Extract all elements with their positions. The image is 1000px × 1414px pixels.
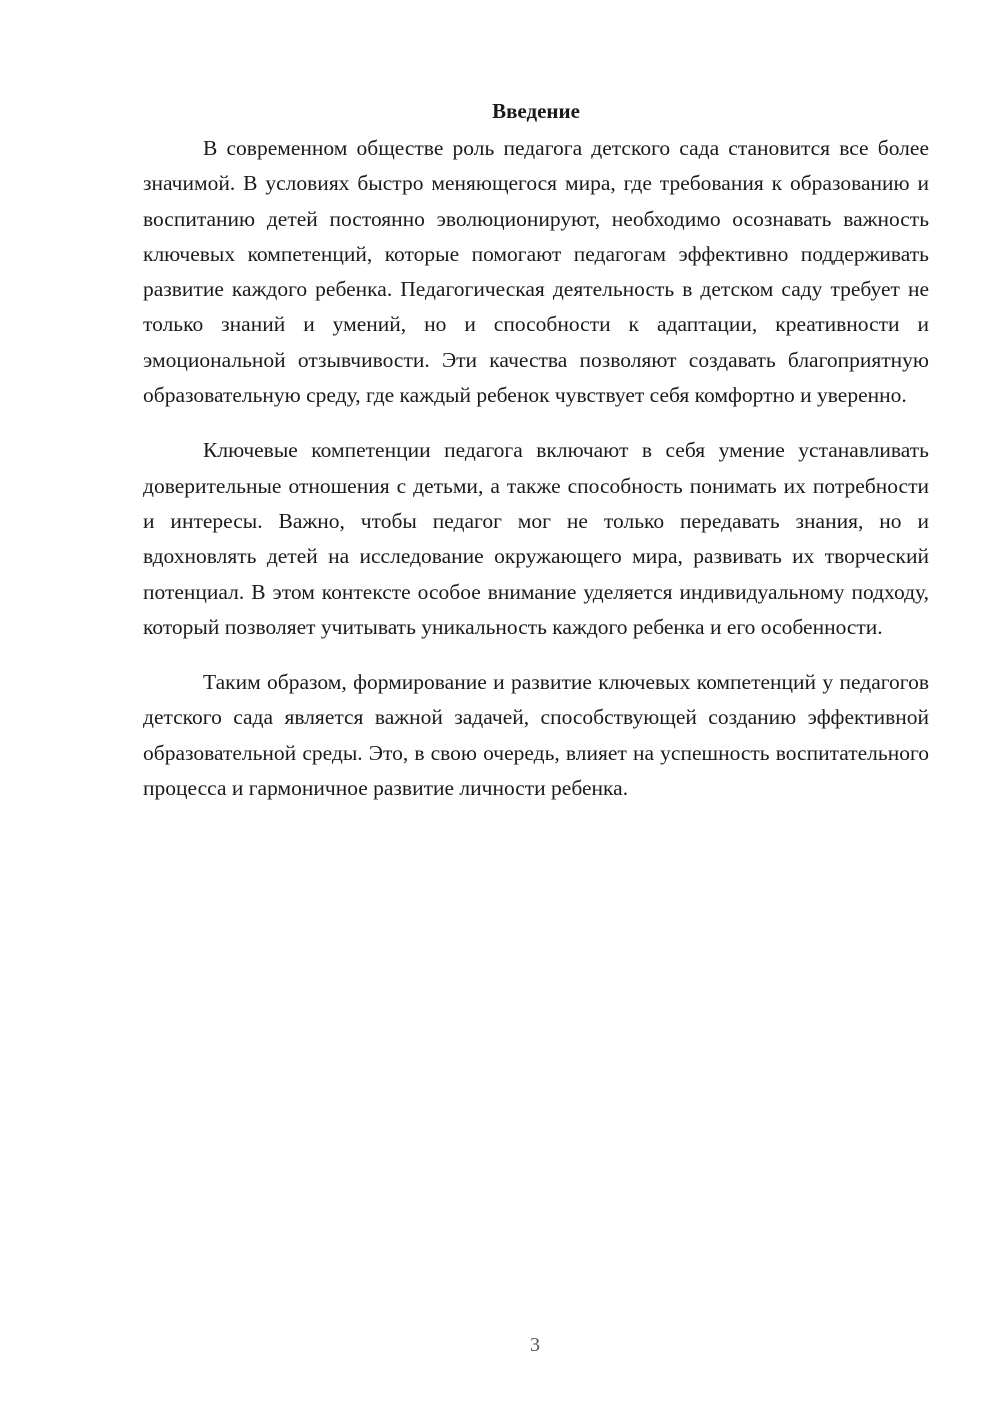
paragraph-2: Ключевые компетенции педагога включают в себя умение устанавливать доверительные отношения с детьми, а также способность понимать их потребности и интересы. Важно, чтобы педагог мог не только передавать знания, но и вдохновлять детей на исследование окружающего мира, развивать их творческий потенциал. В этом контексте особое внимание уделяется индивидуальному подходу, который позволяет учитывать уникальность каждого ребенка и его особенности. bbox=[143, 438, 929, 639]
section-title: Введение bbox=[492, 99, 580, 123]
paragraph-3: Таким образом, формирование и развитие ключевых компетенций у педагогов детского сада является важной задачей, способствующей созданию эффективной образовательной среды. Это, в свою очередь, влияет на успешность воспитательного процесса и гармоничное развитие личности ребенка. bbox=[143, 670, 929, 801]
paragraph-1: В современном обществе роль педагога детского сада становится все более значимой. В условиях быстро меняющегося мира, где требования к образованию и воспитанию детей постоянно эволюционируют, необходимо осознавать важность ключевых компетенций, которые помогают педагогам эффективно поддерживать развитие каждого ребенка. Педагогическая деятельность в детском саду требует не только знаний и умений, но и способности к адаптации, креативности и эмоциональной отзывчивости. Эти качества позволяют создавать благоприятную образовательную среду, где каждый ребенок чувствует себя комфортно и уверенно. bbox=[143, 136, 929, 408]
page-content bbox=[143, 96, 929, 826]
page-number: 3 bbox=[530, 1334, 540, 1356]
